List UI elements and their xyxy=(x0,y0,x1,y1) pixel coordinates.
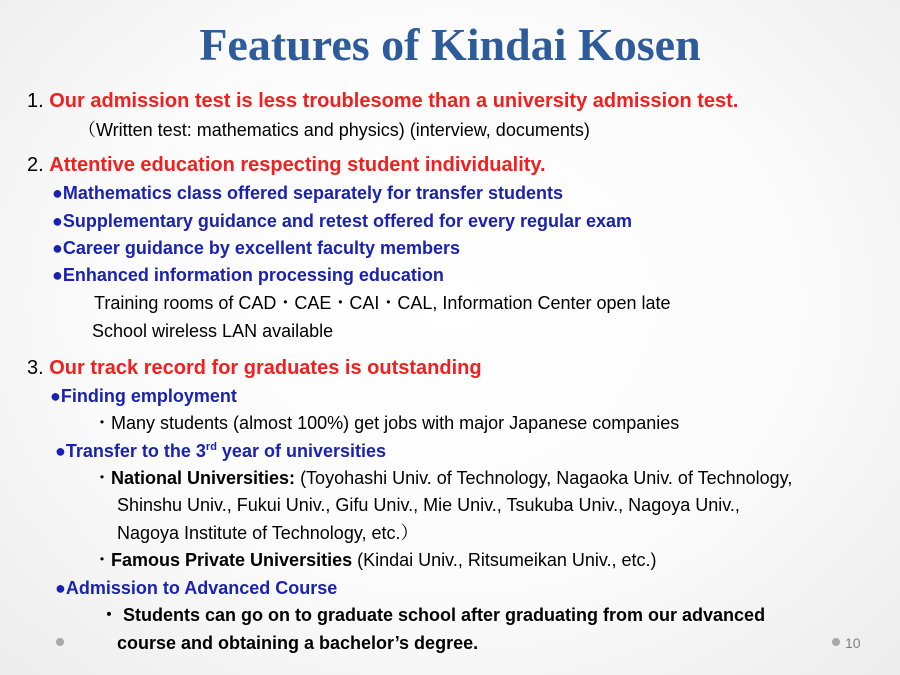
section-2-heading xyxy=(27,155,546,175)
section-2-detail-lan: School wireless LAN available xyxy=(92,321,334,341)
section-3-bullet-employment: ●Finding employment xyxy=(50,386,237,406)
section-1-heading xyxy=(27,91,738,111)
section-3-bullet-advanced: ●Admission to Advanced Course xyxy=(55,578,338,598)
footer-right-dot xyxy=(832,638,840,646)
section-1-title: Our admission test is less troublesome than a university admission test. xyxy=(49,90,739,112)
private-universities-item xyxy=(93,551,657,569)
national-label: National Universities: xyxy=(111,468,296,488)
slide-title: Features of Kindai Kosen xyxy=(199,19,701,70)
national-list-1: (Toyohashi Univ. of Technology, Nagaoka Univ. of Technology, xyxy=(295,468,793,488)
section-3-number: 3. xyxy=(27,357,44,379)
national-list-2: Shinshu Univ., Fukui Univ., Gifu Univ., Mie Univ., Tsukuba Univ., Nagoya Univ., xyxy=(117,495,740,515)
transfer-text-pre: ●Transfer to the 3 xyxy=(55,441,206,461)
section-2-bullet-career: ●Career guidance by excellent faculty members xyxy=(52,238,461,258)
section-2-number: 2. xyxy=(27,154,44,176)
national-bullet: ・ xyxy=(93,468,111,488)
section-3-title: Our track record for graduates is outstanding xyxy=(49,357,482,379)
private-label: Famous Private Universities xyxy=(111,550,353,570)
section-2-detail-training: Training rooms of CAD・CAE・CAI・CAL, Information Center open late xyxy=(94,293,671,313)
page-number: 10 xyxy=(845,635,861,651)
transfer-text-post: year of universities xyxy=(216,441,386,461)
section-2-bullet-guidance: ●Supplementary guidance and retest offered for every regular exam xyxy=(52,211,633,231)
advanced-item-line-1: ・ Students can go on to graduate school after graduating from our advanced xyxy=(100,605,766,625)
section-1-number: 1. xyxy=(27,90,44,112)
ordinal-suffix: rd xyxy=(205,441,217,453)
section-2-title: Attentive education respecting student individuality. xyxy=(49,154,546,176)
section-1-note: （Written test: mathematics and physics) (interview, documents) xyxy=(78,120,590,140)
advanced-item-line-2: course and obtaining a bachelor’s degree. xyxy=(117,633,479,653)
national-universities-item xyxy=(93,469,792,487)
private-list: (Kindai Univ., Ritsumeikan Univ., etc.) xyxy=(352,550,657,570)
section-3-bullet-transfer xyxy=(55,442,386,460)
section-3-heading xyxy=(27,358,482,378)
national-list-3: Nagoya Institute of Technology, etc.） xyxy=(117,523,419,543)
section-3-employment-item: ・Many students (almost 100%) get jobs with major Japanese companies xyxy=(93,413,680,433)
footer-left-dot xyxy=(56,638,64,646)
section-2-bullet-math: ●Mathematics class offered separately for transfer students xyxy=(52,183,564,203)
private-bullet: ・ xyxy=(93,550,111,570)
section-2-bullet-info: ●Enhanced information processing education xyxy=(52,265,444,285)
